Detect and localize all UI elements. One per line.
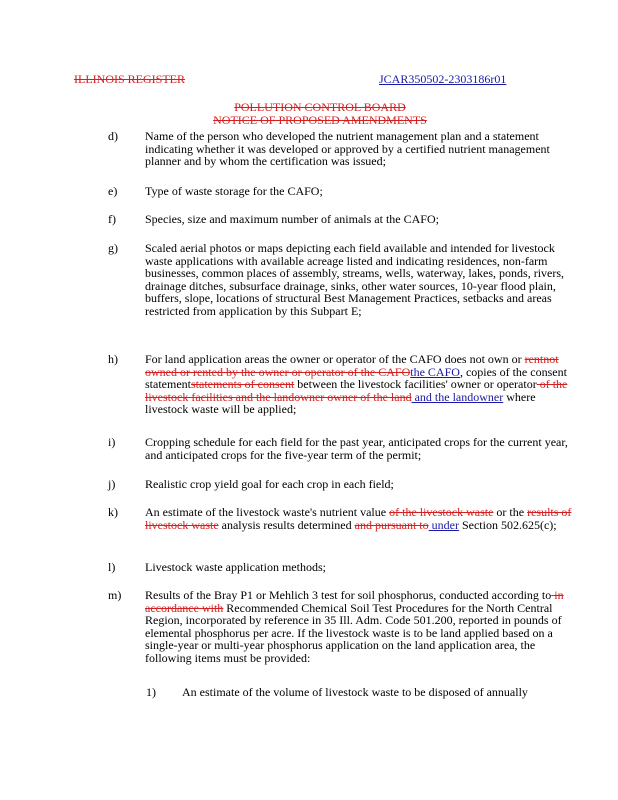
item-label: i) (108, 435, 116, 449)
item-label: g) (108, 241, 118, 255)
deleted-text: of the livestock facilities and the landowner owner of the land (145, 377, 568, 404)
item-text: Cropping schedule for each field for the past year, anticipated crops for the current year, and anticipated crops for the five-year term of the permit; (145, 435, 568, 462)
item-text (145, 353, 580, 416)
item-text: Type of waste storage for the CAFO; (145, 184, 323, 198)
item-label: h) (108, 352, 118, 366)
inserted-text: under (428, 517, 459, 532)
item-label: d) (108, 129, 118, 143)
deleted-text: rent (524, 352, 544, 366)
text-run: Recommended Chemical Soil Test Procedures for the North Central Region, incorporated by reference in 35 Ill. Adm. Code 501.200, reported in pounds of elemental phosphorus per acre. If the livestock waste is to be land applied based on a single-year or multi-year phosphorus application on the land application area, the following items must be provided: (145, 600, 562, 665)
item-label: e) (108, 184, 118, 198)
text-run: For land application areas the owner or operator of the CAFO does not own or (145, 352, 525, 366)
item-text (145, 506, 580, 531)
deleted-text: results of livestock waste (145, 505, 572, 532)
deleted-text: not owned or rented by the owner or operator of the CAFO (145, 352, 559, 379)
item-text: Realistic crop yield goal for each crop in each field; (145, 477, 394, 491)
item-label: l) (108, 560, 116, 574)
item-text (145, 589, 580, 664)
item-text: Name of the person who developed the nutrient management plan and a statement indicating whether it was developed or approved by a certified nutrient management planner and by whom the certification was issued; (145, 129, 550, 168)
item-text: Species, size and maximum number of animals at the CAFO; (145, 212, 439, 226)
deleted-text: and pursuant to (354, 517, 429, 532)
item-label: f) (108, 212, 116, 226)
agency-heading: POLLUTION CONTROL BOARD (234, 100, 406, 114)
inserted-text: the CAFO (410, 364, 460, 379)
item-text: Scaled aerial photos or maps depicting each field available and intended for livestock waste applications with available acreage listed and indicating residences, non-farm businesses, common places of assembly, streams, wells, waterway, lakes, ponds, rivers, drainage ditches, subsurface drainage, sinks, other water sources, 10-year flood plain, buffers, slope, locations of structural Best Management Practices, setbacks and areas restricted from application by this Subpart E; (145, 241, 565, 318)
item-text: Livestock waste application methods; (145, 560, 326, 574)
item-label: k) (108, 505, 118, 519)
text-run: , copies of the consent statement (145, 364, 567, 391)
notice-heading: NOTICE OF PROPOSED AMENDMENTS (213, 113, 427, 127)
text-run: Section 502.625(c); (458, 517, 557, 532)
deleted-text: in accordance with (145, 588, 564, 615)
text-run: or the (493, 505, 528, 519)
item-label: 1) (146, 685, 156, 699)
text-run: Results of the Bray P1 or Mehlich 3 test for soil phosphorus, conducted according to (145, 588, 552, 602)
text-run: An estimate of the livestock waste's nutrient value (145, 505, 390, 519)
register-header: ILLINOIS REGISTER (74, 72, 185, 86)
deleted-text: statements of consent (190, 377, 295, 391)
item-label: m) (108, 588, 122, 602)
text-run: between the livestock facilities' owner or operator (294, 377, 537, 391)
jcar-code: JCAR350502-2303186r01 (379, 72, 507, 86)
text-run: analysis results determined (218, 517, 355, 532)
inserted-text: and the landowner (411, 389, 504, 404)
item-label: j) (108, 477, 116, 491)
item-text: An estimate of the volume of livestock waste to be disposed of annually (182, 685, 528, 699)
text-run: where livestock waste will be applied; (145, 389, 536, 416)
deleted-text: of the livestock waste (389, 505, 494, 519)
